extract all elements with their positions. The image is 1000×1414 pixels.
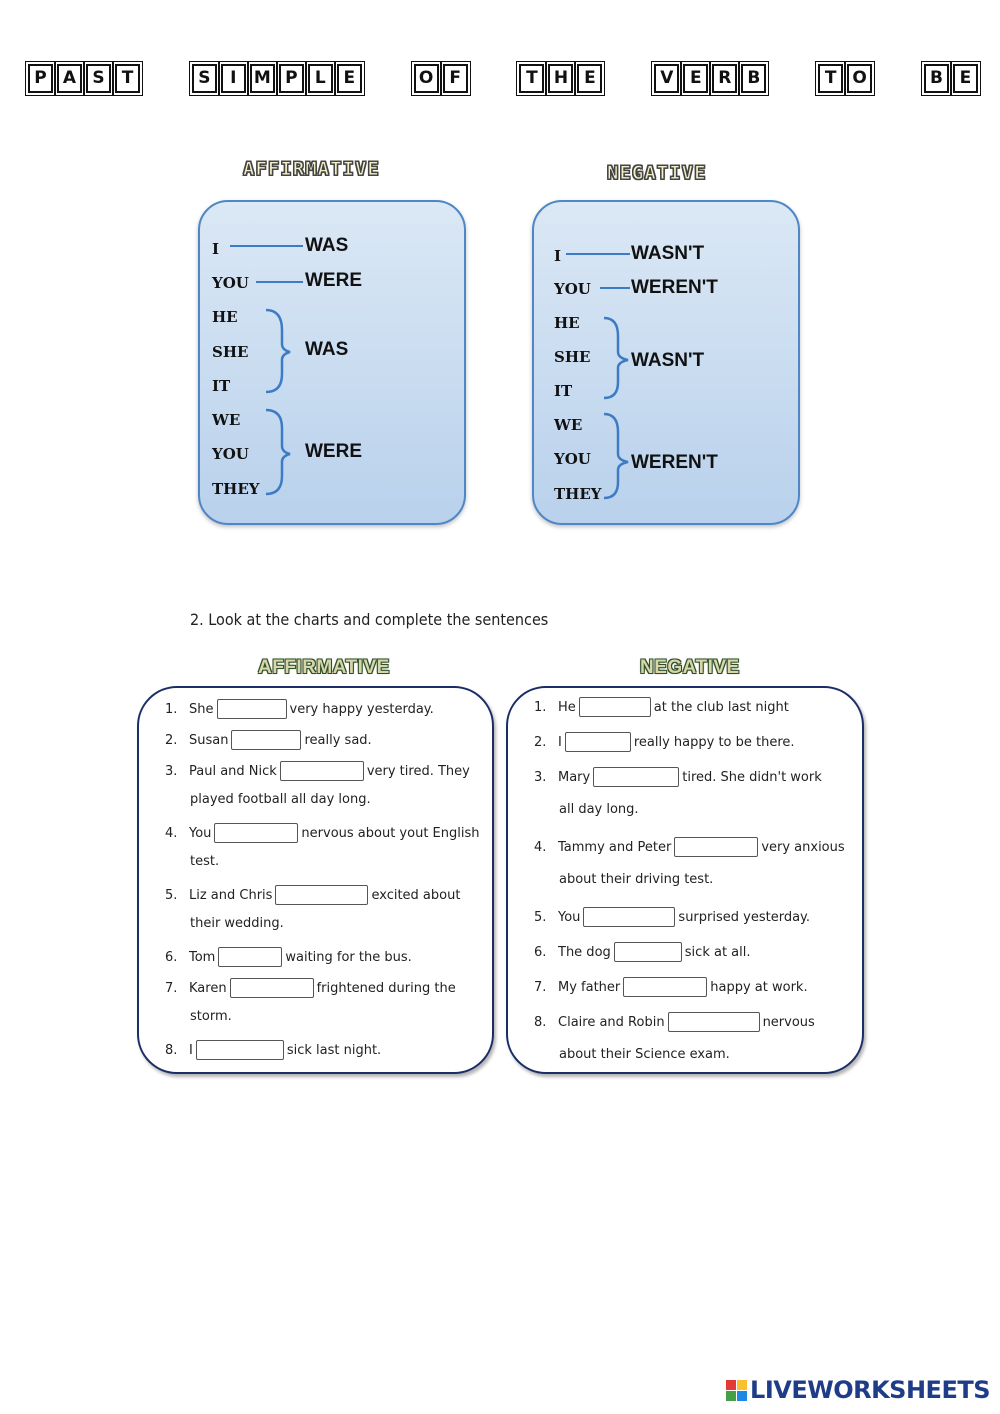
answer-input[interactable]: [196, 1040, 284, 1060]
item-rest: nervous about yout English: [301, 825, 480, 841]
negative-chart-heading: NEGATIVE: [607, 162, 707, 184]
item-rest: surprised yesterday.: [678, 909, 811, 925]
title-letter: L: [308, 64, 333, 93]
pronoun-we: WE: [554, 416, 583, 434]
title-letter: P: [279, 64, 304, 93]
answer-input[interactable]: [275, 885, 368, 905]
negative-exercise-item: [534, 837, 845, 857]
worksheet-title: [28, 60, 978, 96]
title-word: [192, 64, 362, 93]
affirmative-exercise-item: [165, 947, 412, 967]
title-letter: V: [654, 64, 679, 93]
item-rest: tired. She didn't work: [682, 769, 822, 785]
negative-exercise-item: [534, 767, 822, 787]
answer-input[interactable]: [231, 730, 301, 750]
item-number: 8.: [534, 1014, 547, 1030]
title-letter: P: [28, 64, 53, 93]
item-number: 6.: [165, 949, 178, 965]
item-subject: She: [189, 701, 214, 717]
item-number: 3.: [165, 763, 178, 779]
logo-icon: [726, 1380, 747, 1401]
item-rest: happy at work.: [710, 979, 808, 995]
answer-input[interactable]: [218, 947, 282, 967]
item-number: 4.: [165, 825, 178, 841]
answer-input[interactable]: [214, 823, 298, 843]
item-continuation: their wedding.: [190, 916, 284, 931]
affirmative-exercise-item: [165, 1040, 381, 1060]
logo-text: LIVEWORKSHEETS: [750, 1376, 990, 1404]
affirmative-exercise-item: [165, 730, 372, 750]
item-number: 5.: [534, 909, 547, 925]
item-subject: I: [558, 734, 562, 750]
answer-input[interactable]: [668, 1012, 760, 1032]
item-number: 1.: [534, 699, 547, 715]
pronoun-they: THEY: [554, 485, 602, 503]
pronoun-he: HE: [554, 314, 580, 332]
item-subject: Liz and Chris: [189, 887, 273, 903]
title-letter: T: [115, 64, 140, 93]
title-letter: O: [847, 64, 872, 93]
negative-exercise-item: [534, 732, 795, 752]
brace-we-you-they: [604, 414, 628, 498]
affirmative-exercise-item: [165, 823, 480, 843]
pronoun-she: SHE: [554, 348, 591, 366]
answer-input[interactable]: [217, 699, 287, 719]
pronoun-they: THEY: [212, 480, 260, 498]
item-subject: The dog: [558, 944, 611, 960]
title-word: [654, 64, 766, 93]
pronoun-we: WE: [212, 411, 241, 429]
item-subject: You: [189, 825, 212, 841]
title-letter: H: [548, 64, 573, 93]
title-letter: S: [86, 64, 111, 93]
answer-input[interactable]: [623, 977, 707, 997]
verb-was-group: WAS: [305, 339, 349, 360]
item-rest: excited about: [371, 887, 461, 903]
item-subject: Tammy and Peter: [558, 839, 672, 855]
title-letter: E: [577, 64, 602, 93]
affirmative-exercise-item: [165, 761, 470, 781]
item-rest: very happy yesterday.: [289, 701, 434, 717]
affirmative-exercise-item: [165, 699, 434, 719]
affirmative-exercise-heading: AFFIRMATIVE: [258, 657, 390, 678]
affirmative-exercise-item: [165, 978, 456, 998]
negative-exercise-item: [534, 907, 810, 927]
negative-exercise-item: [534, 977, 808, 997]
item-subject: Tom: [189, 949, 216, 965]
answer-input[interactable]: [579, 697, 651, 717]
item-number: 6.: [534, 944, 547, 960]
item-number: 8.: [165, 1042, 178, 1058]
affirmative-chart: [198, 200, 466, 525]
verb-wasnt-group: WASN'T: [631, 350, 705, 371]
brace-he-she-it: [604, 318, 628, 398]
negative-exercise-heading: NEGATIVE: [640, 657, 740, 678]
affirmative-exercise-item: [165, 885, 460, 905]
verb-were-group: WERE: [305, 441, 362, 462]
item-subject: Claire and Robin: [558, 1014, 665, 1030]
item-subject: I: [189, 1042, 193, 1058]
item-rest: really sad.: [304, 732, 372, 748]
pronoun-it: IT: [554, 382, 573, 400]
answer-input[interactable]: [280, 761, 364, 781]
item-rest: frightened during the: [316, 980, 456, 996]
title-letter: R: [712, 64, 737, 93]
verb-werent-group: WEREN'T: [631, 452, 718, 473]
item-rest: sick at all.: [684, 944, 751, 960]
affirmative-chart-heading: AFFIRMATIVE: [243, 158, 380, 180]
item-rest: at the club last night: [653, 699, 789, 715]
pronoun-you-plural: YOU: [554, 450, 591, 468]
answer-input[interactable]: [230, 978, 314, 998]
brace-we-you-they: [266, 410, 290, 494]
title-letter: B: [741, 64, 766, 93]
pronoun-it: IT: [212, 377, 231, 395]
item-continuation: test.: [190, 854, 220, 869]
pronoun-you-plural: YOU: [212, 445, 249, 463]
title-word: [818, 64, 872, 93]
item-rest: very tired. They: [366, 763, 470, 779]
item-number: 4.: [534, 839, 547, 855]
item-number: 5.: [165, 887, 178, 903]
item-subject: Karen: [189, 980, 227, 996]
title-word: [519, 64, 602, 93]
negative-exercise-item: [534, 697, 789, 717]
item-rest: really happy to be there.: [633, 734, 795, 750]
pronoun-i: I: [554, 247, 562, 265]
negative-exercise-item: [534, 1012, 815, 1032]
item-number: 2.: [165, 732, 178, 748]
title-letter: M: [250, 64, 275, 93]
item-rest: very anxious: [761, 839, 845, 855]
item-number: 2.: [534, 734, 547, 750]
item-subject: He: [558, 699, 576, 715]
item-continuation: storm.: [190, 1009, 232, 1024]
pronoun-i: I: [212, 240, 220, 258]
pronoun-you: YOU: [212, 274, 249, 292]
pronoun-you: YOU: [554, 280, 591, 298]
title-letter: T: [818, 64, 843, 93]
item-subject: Mary: [558, 769, 591, 785]
answer-input[interactable]: [593, 767, 679, 787]
item-rest: nervous: [762, 1014, 815, 1030]
negative-exercise-item: [534, 942, 751, 962]
title-letter: I: [221, 64, 246, 93]
pronoun-he: HE: [212, 308, 238, 326]
answer-input[interactable]: [583, 907, 675, 927]
verb-werent: WEREN'T: [631, 277, 718, 298]
verb-was: WAS: [305, 235, 349, 256]
item-continuation: played football all day long.: [190, 792, 371, 807]
verb-were: WERE: [305, 270, 362, 291]
affirmative-exercise-box: [137, 686, 494, 1074]
brace-he-she-it: [266, 310, 290, 392]
answer-input[interactable]: [674, 837, 758, 857]
exercise-instruction: 2. Look at the charts and complete the sentences: [190, 610, 549, 629]
pronoun-she: SHE: [212, 343, 249, 361]
item-number: 7.: [165, 980, 178, 996]
title-letter: E: [683, 64, 708, 93]
answer-input[interactable]: [565, 732, 631, 752]
liveworksheets-logo: [726, 1376, 990, 1404]
title-letter: A: [57, 64, 82, 93]
item-rest: sick last night.: [286, 1042, 382, 1058]
title-word: [28, 64, 140, 93]
title-letter: E: [953, 64, 978, 93]
title-letter: E: [337, 64, 362, 93]
item-number: 1.: [165, 701, 178, 717]
item-subject: You: [558, 909, 581, 925]
title-letter: S: [192, 64, 217, 93]
item-continuation: about their Science exam.: [559, 1047, 730, 1062]
title-letter: F: [443, 64, 468, 93]
title-letter: O: [414, 64, 439, 93]
item-number: 3.: [534, 769, 547, 785]
item-number: 7.: [534, 979, 547, 995]
title-letter: B: [924, 64, 949, 93]
item-continuation: about their driving test.: [559, 872, 714, 887]
item-subject: My father: [558, 979, 621, 995]
verb-wasnt: WASN'T: [631, 243, 705, 264]
negative-exercise-box: [506, 686, 864, 1074]
item-rest: waiting for the bus.: [285, 949, 412, 965]
answer-input[interactable]: [614, 942, 682, 962]
item-continuation: all day long.: [559, 802, 639, 817]
title-word: [924, 64, 978, 93]
title-word: [414, 64, 468, 93]
item-subject: Paul and Nick: [189, 763, 277, 779]
item-subject: Susan: [189, 732, 229, 748]
negative-chart: [532, 200, 800, 525]
title-letter: T: [519, 64, 544, 93]
